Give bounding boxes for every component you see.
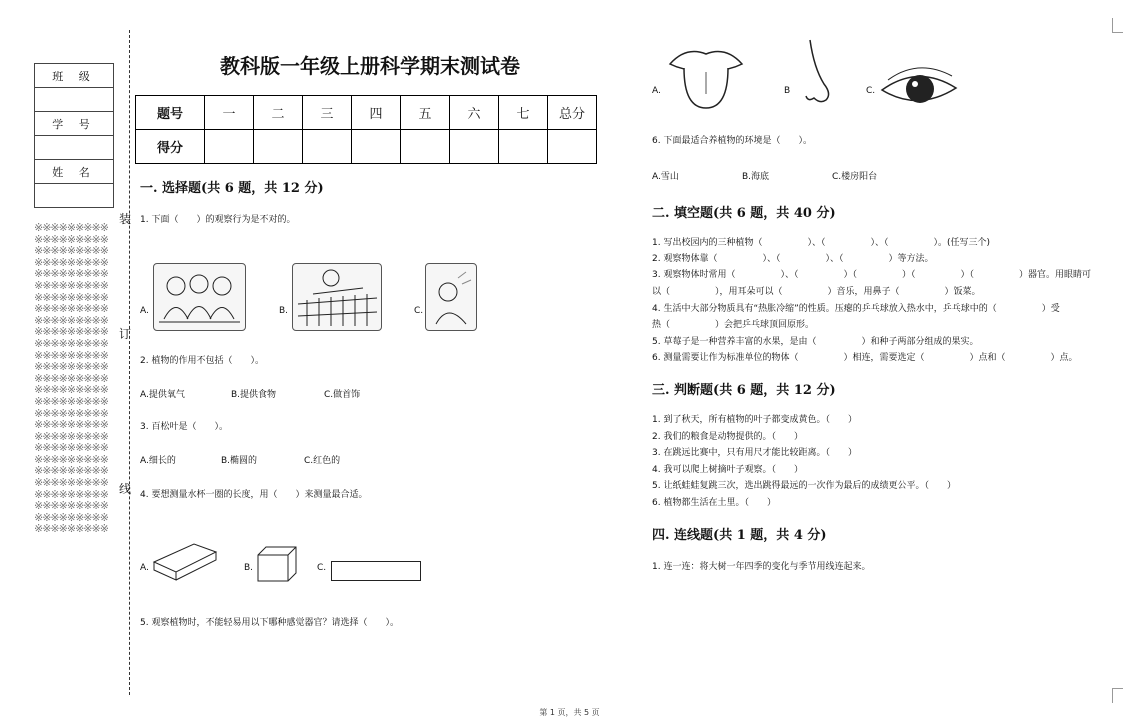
score-cell[interactable]: [303, 130, 352, 164]
fill-line: 以（ ），用耳朵可以（ ）音乐，用鼻子（ ）饭菜。: [652, 287, 981, 297]
q2-option-a: A.提供氧气: [140, 390, 185, 400]
judge-line: 1. 到了秋天，所有植物的叶子都变成黄色。（ ）: [652, 415, 857, 425]
score-header-cell: 总分: [548, 96, 597, 130]
fill-line: 2. 观察物体靠（ ）、（ ）、（ ）等方法。: [652, 254, 934, 264]
q3-option-c: C.红色的: [304, 456, 341, 466]
score-cell[interactable]: [499, 130, 548, 164]
binding-line: [129, 30, 130, 695]
score-header-cell: 四: [352, 96, 401, 130]
judge-line: 6. 植物都生活在土里。（ ）: [652, 498, 776, 508]
child-smelling-picture: [425, 263, 477, 331]
score-header-cell: 五: [401, 96, 450, 130]
children-observing-picture: [153, 263, 246, 331]
q3-option-b: B.椭圆的: [221, 456, 258, 466]
q5-option-a: A.: [652, 86, 661, 96]
child-at-fence-picture: [292, 263, 382, 331]
score-cell[interactable]: [205, 130, 254, 164]
class-blank: [35, 88, 114, 112]
fill-line: 热（ ）会把乒乓球顶回原形。: [652, 320, 815, 330]
score-cell[interactable]: [254, 130, 303, 164]
page-footer: 第 1 页，共 5 页: [539, 708, 600, 717]
name-label: 姓 名: [35, 160, 114, 184]
page-title: 教科版一年级上册科学期末测试卷: [220, 54, 520, 78]
score-header-cell: 一: [205, 96, 254, 130]
judge-line: 3. 在跳远比赛中，只有用尺才能比较距离。（ ）: [652, 448, 857, 458]
q1-option-c: C.: [414, 306, 424, 316]
judge-line: 4. 我可以爬上树摘叶子观察。（ ）: [652, 465, 803, 475]
question-5: 5. 观察植物时，不能轻易用以下哪种感觉器官？请选择（ ）。: [140, 618, 399, 628]
q6-option-b: B.海底: [742, 172, 770, 182]
section3-heading: 三. 判断题(共 6 题，共 12 分): [652, 383, 836, 398]
q6-option-c: C.楼房阳台: [832, 172, 878, 182]
fill-line: 5. 草莓子是一种营养丰富的水果，是由（ ）和种子两部分组成的果实。: [652, 337, 979, 347]
fill-line: 1. 写出校园内的三种植物（ ）、（ ）、（ ）。(任写三个): [652, 238, 990, 248]
class-label: 班 级: [35, 64, 114, 88]
section4-heading: 四. 连线题(共 1 题，共 4 分): [652, 528, 827, 543]
q5-option-b: B: [784, 86, 791, 96]
margin-mark-zhuang: 装: [119, 212, 132, 226]
nose-picture: [800, 38, 836, 112]
corner-mark: [1112, 688, 1123, 703]
section2-heading: 二. 填空题(共 6 题，共 40 分): [652, 206, 836, 221]
question-4: 4. 要想测量水杯一圈的长度，用（ ）来测量最合适。: [140, 490, 368, 500]
student-info-table: [34, 63, 114, 208]
q1-option-a: A.: [140, 306, 149, 316]
mouth-tongue-picture: [666, 42, 746, 112]
score-cell[interactable]: [401, 130, 450, 164]
q4-option-a: A.: [140, 563, 149, 573]
score-cell[interactable]: [548, 130, 597, 164]
name-blank: [35, 184, 114, 208]
fill-line: 4. 生活中大部分物质具有“热胀冷缩”的性质。压瘪的乒乓球放入热水中，乒乓球中的（ ）受: [652, 304, 1060, 314]
cube-picture: [256, 545, 298, 583]
judge-line: 2. 我们的粮食是动物提供的。（ ）: [652, 432, 803, 442]
question-2: 2. 植物的作用不包括（ ）。: [140, 356, 264, 366]
match-line: 1. 连一连：将大树一年四季的变化与季节用线连起来。: [652, 562, 871, 572]
q4-option-c: C.: [317, 563, 327, 573]
q6-option-a: A.雪山: [652, 172, 679, 182]
number-label: 学 号: [35, 112, 114, 136]
score-row-label: 得分: [136, 130, 205, 164]
judge-line: 5. 让纸蛙蛙复跳三次，选出跳得最远的一次作为最后的成绩更公平。（ ）: [652, 481, 956, 491]
q4-option-b: B.: [244, 563, 254, 573]
score-header-cell: 三: [303, 96, 352, 130]
fill-line: 3. 观察物体时常用（ ）、（ ）（ ）（ ）（ ）器官。用眼睛可: [652, 270, 1091, 280]
decorative-pattern: ※※※※※※※※※※※※※※※※※※※※※※※※※※※※※※※※※※※※※※※※※※※※※※※※※※※※※※※※※※※※※※※※※※※※※※※※※※※※※※※※※※※※※※※※※※※※※※※※※※※※※※※※※※※※※※※※※※※※※※※※※※※※※※※※※※※※※※※※※※※※※※※※※※※※※※※※※※※※※※※※※※※※※※※※※※※※※※※※※※※※※※※※※※※※※※※※※※※※※※※※※※※※※※※※※※※※※※※※※※※※※※※※※※※※※※※※※※※※※※※※※※※: [34, 222, 108, 536]
score-header-cell: 六: [450, 96, 499, 130]
q1-option-b: B.: [279, 306, 289, 316]
question-3: 3. 百松叶是（ ）。: [140, 422, 228, 432]
fill-line: 6. 测量需要让作为标准单位的物体（ ）相连，需要选定（ ）点和（ ）点。: [652, 353, 1078, 363]
score-header-cell: 二: [254, 96, 303, 130]
q2-option-b: B.提供食物: [231, 390, 277, 400]
score-table: [135, 95, 597, 164]
margin-mark-ding: 订: [119, 327, 132, 341]
score-cell[interactable]: [450, 130, 499, 164]
question-6: 6. 下面最适合养植物的环境是（ ）。: [652, 136, 812, 146]
score-header-cell: 题号: [136, 96, 205, 130]
eye-picture: [878, 60, 960, 116]
question-1: 1. 下面（ ）的观察行为是不对的。: [140, 215, 296, 225]
score-cell[interactable]: [352, 130, 401, 164]
corner-mark: [1112, 18, 1123, 33]
q3-option-a: A.细长的: [140, 456, 176, 466]
eraser-picture: [150, 540, 220, 582]
number-blank: [35, 136, 114, 160]
ruler-strip-picture: [331, 561, 421, 581]
q2-option-c: C.做首饰: [324, 390, 361, 400]
q5-option-c: C.: [866, 86, 876, 96]
section1-heading: 一. 选择题(共 6 题，共 12 分): [140, 181, 324, 196]
score-header-cell: 七: [499, 96, 548, 130]
margin-mark-xian: 线: [119, 482, 132, 496]
